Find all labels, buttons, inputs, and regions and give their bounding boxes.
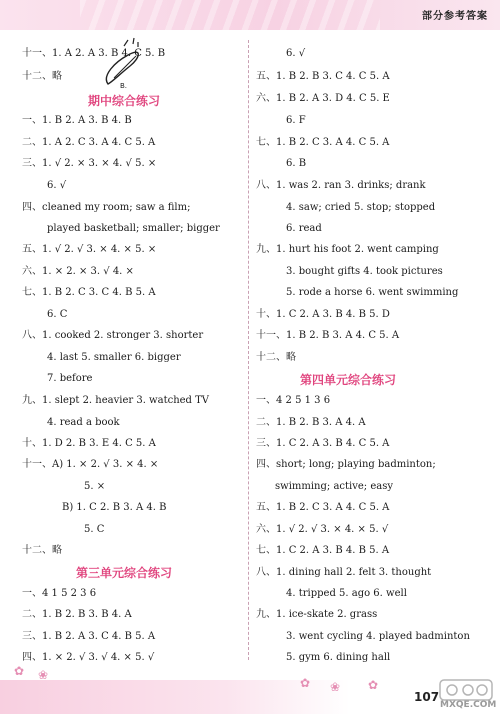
- flower-icon: ✿: [368, 678, 379, 692]
- answer-line: 一、4 1 5 2 3 6: [22, 588, 97, 599]
- answer-line: 5. gym 6. dining hall: [286, 652, 391, 663]
- answer-line: 七、1. B 2. C 3. A 4. C 5. A: [256, 137, 390, 148]
- answer-line: 四、1. × 2. √ 3. √ 4. × 5. √: [22, 652, 155, 663]
- answer-line: 十一、1. B 2. B 3. A 4. C 5. A: [256, 330, 400, 341]
- answer-line: 二、1. A 2. C 3. A 4. C 5. A: [22, 137, 156, 148]
- page-number: 107: [414, 690, 440, 704]
- watermark-text: MXQE.COM: [440, 700, 497, 710]
- answer-line: 八、1. cooked 2. stronger 3. shorter: [22, 330, 204, 341]
- answer-line: 6. √: [286, 48, 306, 59]
- answer-line: 一、1. B 2. A 3. B 4. B: [22, 115, 132, 126]
- answer-line: 3. bought gifts 4. took pictures: [286, 266, 443, 277]
- answer-line: 八、1. dining hall 2. felt 3. thought: [256, 567, 432, 578]
- answer-line: 5. C: [84, 524, 105, 535]
- answer-line: 6. √: [47, 180, 67, 191]
- section-heading: 期中综合练习: [88, 94, 161, 108]
- flower-icon: ✿: [14, 664, 25, 678]
- answer-line: 五、1. B 2. B 3. C 4. C 5. A: [256, 71, 390, 82]
- answer-line: 九、1. ice-skate 2. grass: [256, 609, 378, 620]
- answer-line: 三、1. √ 2. × 3. × 4. √ 5. ×: [22, 158, 157, 169]
- section-heading: 第三单元综合练习: [76, 566, 173, 580]
- answer-line: 十一、1. A 2. A 3. B 4. C 5. B: [22, 48, 166, 59]
- answer-line: 四、short; long; playing badminton;: [256, 459, 436, 470]
- answer-line: B) 1. C 2. B 3. A 4. B: [62, 502, 167, 513]
- answer-line: 十二、略: [22, 545, 62, 556]
- answer-line: 6. F: [286, 115, 306, 126]
- answer-line: 5. rode a horse 6. went swimming: [286, 287, 459, 298]
- pen-scribble-icon: [100, 36, 150, 90]
- answer-line: 三、1. B 2. A 3. C 4. B 5. A: [22, 631, 156, 642]
- flower-icon: ❀: [38, 668, 49, 682]
- svg-text:B.: B.: [120, 82, 128, 90]
- column-divider: [248, 40, 249, 660]
- answer-line: 4. last 5. smaller 6. bigger: [47, 352, 181, 363]
- answer-line: 九、1. hurt his foot 2. went camping: [256, 244, 439, 255]
- section-heading: 第四单元综合练习: [300, 373, 397, 387]
- answer-line: 6. read: [286, 223, 322, 234]
- answer-line: 十、1. C 2. A 3. B 4. B 5. D: [256, 309, 390, 320]
- flower-icon: ✿: [300, 676, 311, 690]
- answer-line: 6. B: [286, 158, 307, 169]
- answer-line: swimming; active; easy: [275, 481, 393, 492]
- answer-line: 二、1. B 2. B 3. B 4. A: [22, 609, 132, 620]
- answer-line: 4. tripped 5. ago 6. well: [286, 588, 407, 599]
- answer-line: played basketball; smaller; bigger: [47, 223, 220, 234]
- answer-line: 六、1. B 2. A 3. D 4. C 5. E: [256, 93, 390, 104]
- answer-line: 4. read a book: [47, 417, 120, 428]
- answer-line: 十一、A) 1. × 2. √ 3. × 4. ×: [22, 459, 159, 470]
- answer-line: 七、1. C 2. A 3. B 4. B 5. A: [256, 545, 390, 556]
- answer-line: 四、cleaned my room; saw a film;: [22, 202, 191, 213]
- answer-line: 六、1. √ 2. √ 3. × 4. × 5. √: [256, 524, 389, 535]
- answer-line: 3. went cycling 4. played badminton: [286, 631, 470, 642]
- answer-line: 五、1. B 2. C 3. A 4. C 5. A: [256, 502, 390, 513]
- answer-line: 5. ×: [84, 481, 106, 492]
- answer-line: 6. C: [47, 309, 68, 320]
- answer-line: 九、1. slept 2. heavier 3. watched TV: [22, 395, 210, 406]
- answer-line: 六、1. × 2. × 3. √ 4. ×: [22, 266, 134, 277]
- answer-line: 八、1. was 2. ran 3. drinks; drank: [256, 180, 426, 191]
- answer-line: 三、1. C 2. A 3. B 4. C 5. A: [256, 438, 390, 449]
- answer-line: 7. before: [47, 373, 93, 384]
- header-label: 部分参考答案: [422, 11, 488, 22]
- answer-line: 七、1. B 2. C 3. C 4. B 5. A: [22, 287, 156, 298]
- answer-line: 4. saw; cried 5. stop; stopped: [286, 202, 436, 213]
- answer-line: 一、4 2 5 1 3 6: [256, 395, 331, 406]
- flower-icon: ❀: [330, 680, 341, 694]
- answer-line: 二、1. B 2. B 3. A 4. A: [256, 417, 366, 428]
- answer-line: 十二、略: [22, 71, 62, 82]
- answer-line: 十、1. D 2. B 3. E 4. C 5. A: [22, 438, 156, 449]
- answer-line: 十二、略: [256, 352, 296, 363]
- answer-line: 五、1. √ 2. √ 3. × 4. × 5. ×: [22, 244, 157, 255]
